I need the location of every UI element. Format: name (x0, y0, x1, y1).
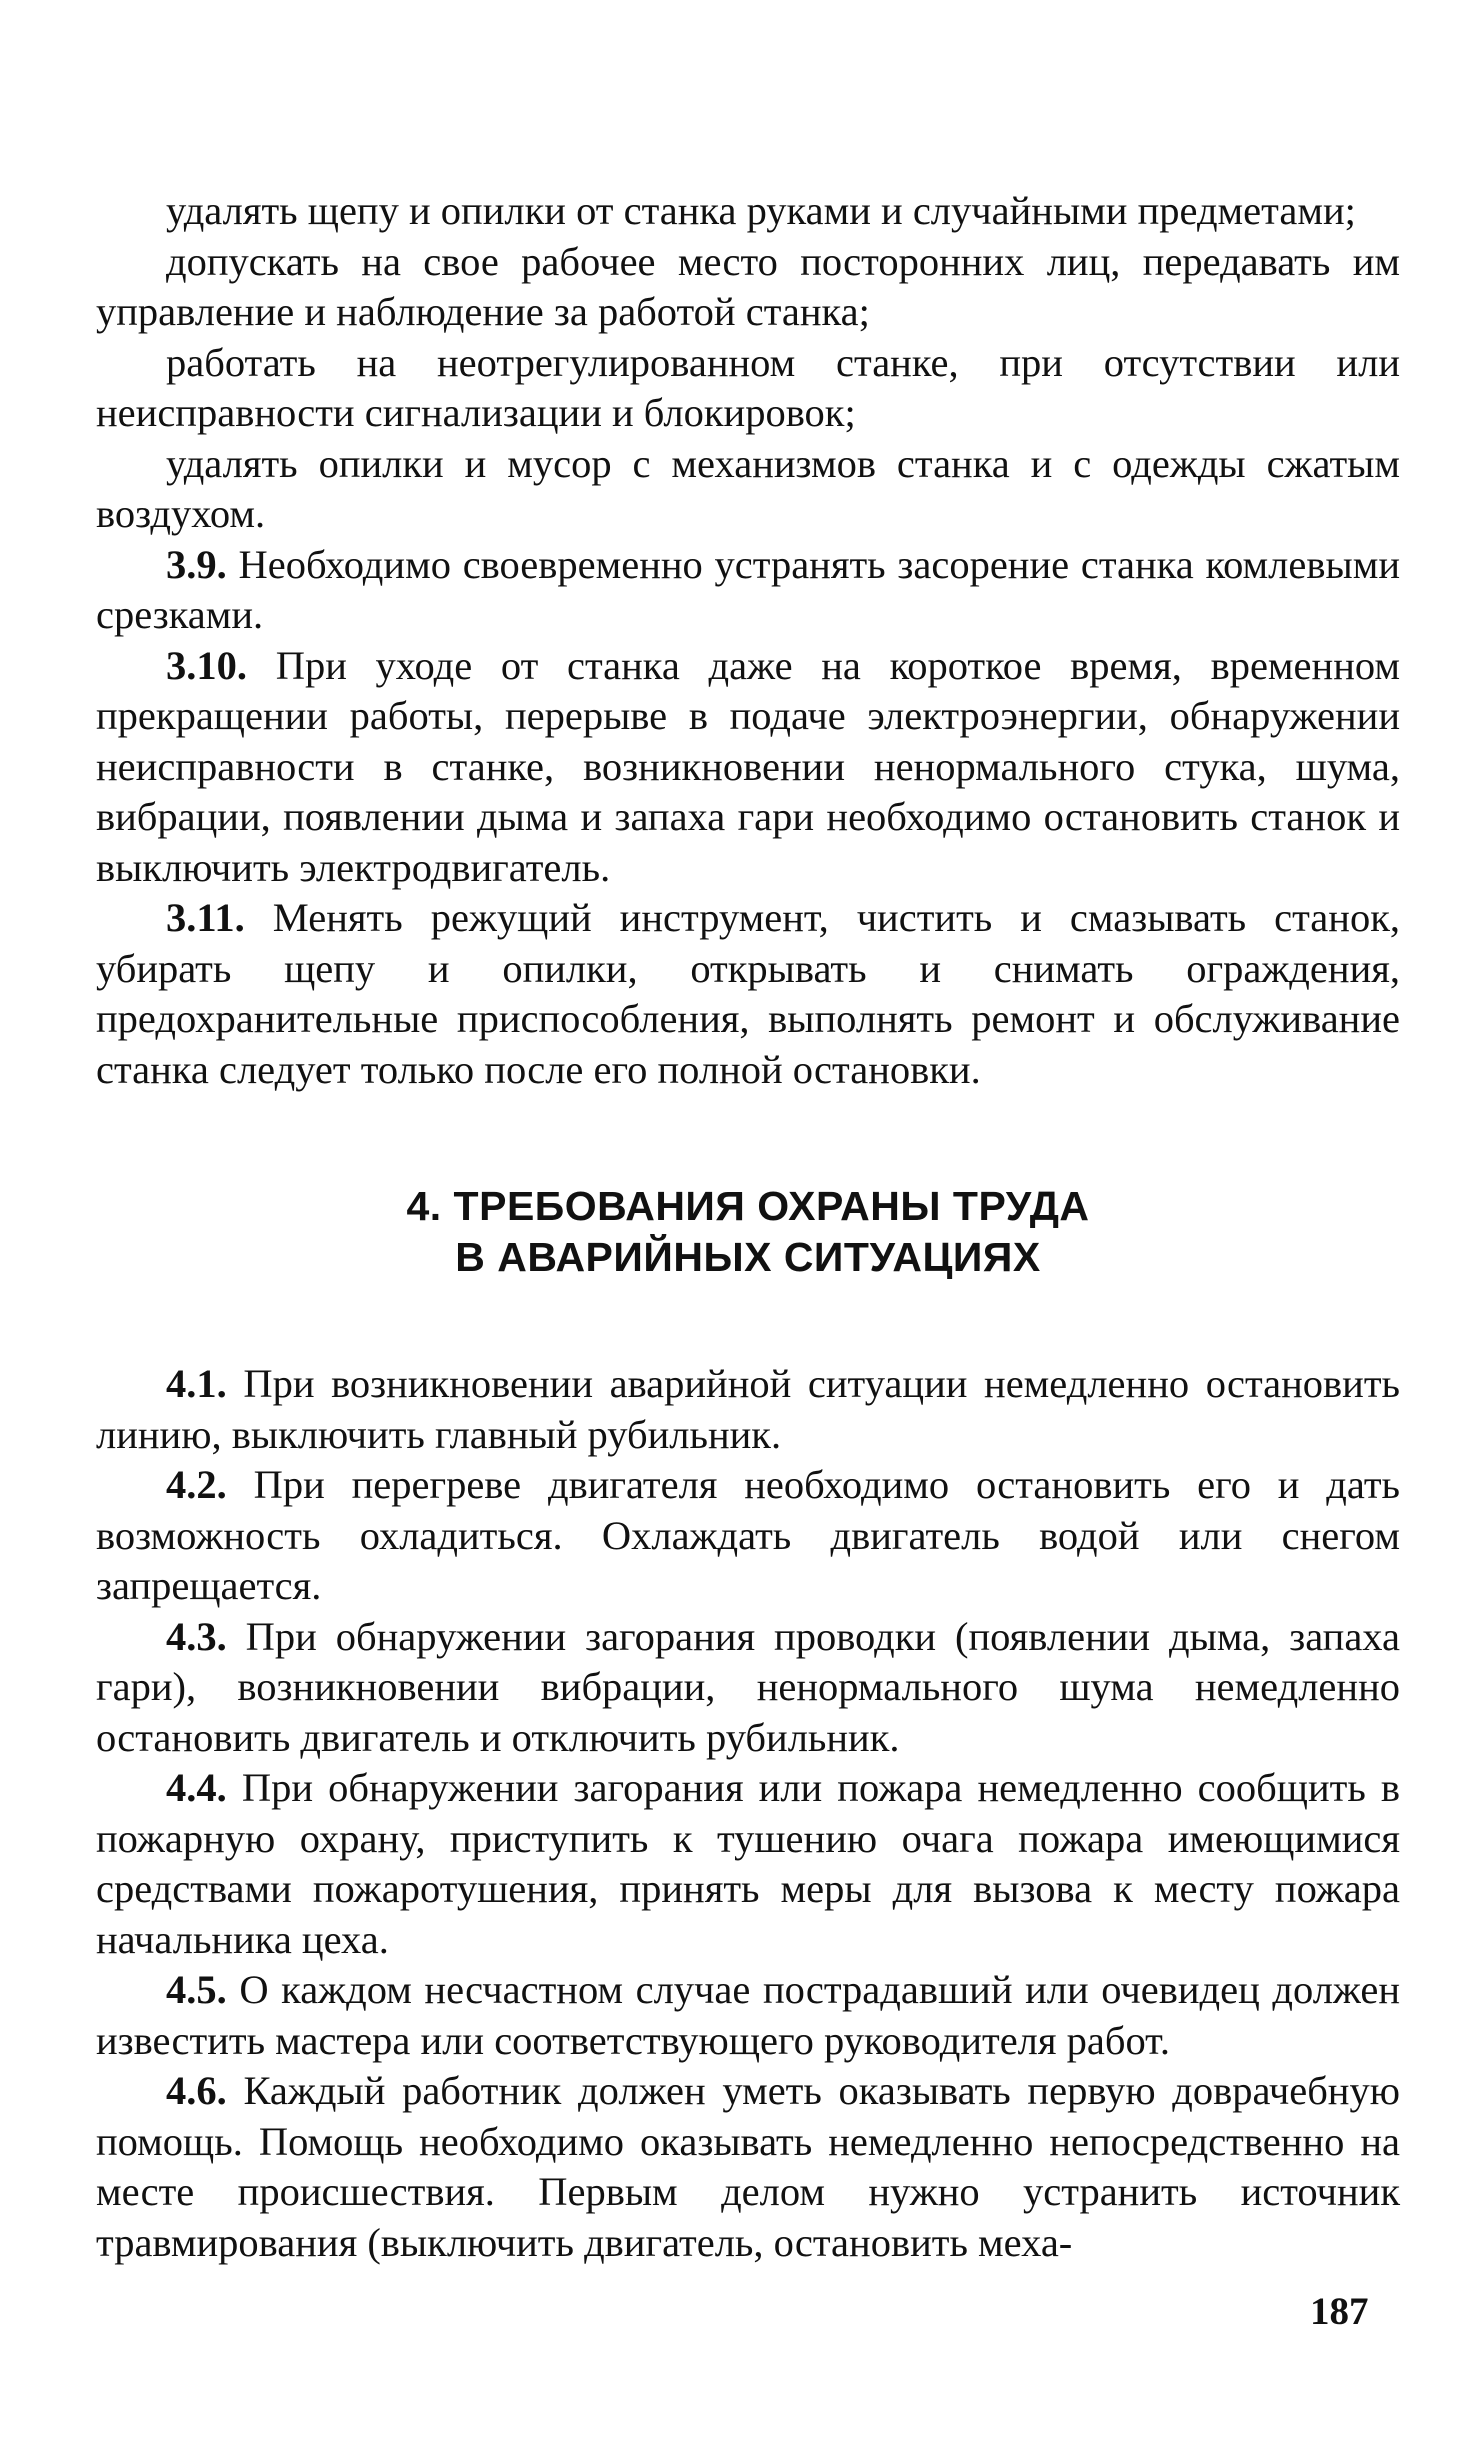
paragraph-3-10 (96, 641, 1400, 894)
paragraph-text: При возникновении аварийной ситуации немедленно остановить линию, выключить главный рубильник. (96, 1361, 1400, 1457)
paragraph-prohibition-2 (96, 237, 1400, 338)
paragraph-prohibition-3 (96, 338, 1400, 439)
paragraph-number: 3.9. (166, 541, 227, 587)
paragraph-text: При перегреве двигателя необходимо остановить его и дать возможность охладиться. Охлаждать двигатель водой или снегом запрещается. (96, 1462, 1400, 1608)
paragraph-number: 3.11. (166, 895, 245, 940)
page-number: 187 (1310, 2290, 1369, 2333)
paragraph-text: допускать на свое рабочее место посторонних лиц, передавать им управление и наблюдение за работой станка; (96, 238, 1400, 334)
paragraph-text: удалять опилки и мусор с механизмов станка и с одежды сжатым воздухом. (96, 440, 1400, 536)
paragraph-text: Каждый работник должен уметь оказывать первую доврачебную помощь. Помощь необходимо оказывать немедленно непосредственно на месте происшествия. Первым делом нужно устранить источник травмирования (выключить двигатель, остановить меха- (96, 2068, 1400, 2265)
paragraph-3-9 (96, 540, 1400, 641)
paragraph-number: 4.1. (166, 1361, 227, 1406)
paragraph-number: 4.6. (166, 2068, 227, 2113)
section-title-line-2: В АВАРИЙНЫХ СИТУАЦИЯХ (455, 1234, 1041, 1280)
paragraph-4-4 (96, 1763, 1400, 1965)
paragraph-text: Менять режущий инструмент, чистить и смазывать станок, убирать щепу и опилки, открывать и снимать ограждения, предохранительные приспособления, выполнять ремонт и обслуживание станка следует только после его полной остановки. (96, 895, 1400, 1092)
paragraph-3-11 (96, 893, 1400, 1095)
paragraph-prohibition-4 (96, 439, 1400, 540)
paragraph-4-3 (96, 1612, 1400, 1764)
paragraph-number: 4.5. (166, 1967, 227, 2012)
paragraph-number: 4.4. (166, 1765, 227, 1810)
paragraph-4-2 (96, 1460, 1400, 1612)
paragraph-4-1 (96, 1359, 1400, 1460)
paragraph-text: При обнаружении загорания проводки (появлении дыма, запаха гари), возникновении вибрации, ненормального шума немедленно остановить двигатель и отключить рубильник. (96, 1613, 1400, 1760)
paragraph-text: О каждом несчастном случае пострадавший или очевидец должен известить мастера или соответствующего руководителя работ. (96, 1967, 1400, 2063)
paragraph-text: При обнаружении загорания или пожара немедленно сообщить в пожарную охрану, приступить к тушению очага пожара имеющимися средствами пожаротушения, принять меры для вызова к месту пожара начальника цеха. (96, 1765, 1400, 1962)
paragraph-4-6 (96, 2066, 1400, 2268)
paragraph-text: Необходимо своевременно устранять засорение станка комлевыми срезками. (96, 541, 1400, 637)
paragraph-4-5 (96, 1965, 1400, 2066)
paragraph-number: 4.3. (166, 1613, 227, 1659)
paragraph-text: удалять щепу и опилки от станка руками и случайными предметами; (166, 188, 1356, 233)
paragraph-number: 3.10. (166, 642, 247, 688)
paragraph-prohibition-1 (96, 186, 1400, 237)
paragraph-text: При уходе от станка даже на короткое время, временном прекращении работы, перерыве в подаче электроэнергии, обнаружении неисправности в станке, возникновении ненормального стука, шума, вибрации, появлении дыма и запаха гари необходимо остановить станок и выключить электродвигатель. (96, 642, 1400, 890)
section-title-line-1: 4. ТРЕБОВАНИЯ ОХРАНЫ ТРУДА (406, 1183, 1090, 1229)
paragraph-number: 4.2. (166, 1462, 227, 1507)
page-body (96, 186, 1400, 2268)
section-title (96, 1181, 1400, 1283)
paragraph-text: работать на неотрегулированном станке, при отсутствии или неисправности сигнализации и блокировок; (96, 339, 1400, 435)
